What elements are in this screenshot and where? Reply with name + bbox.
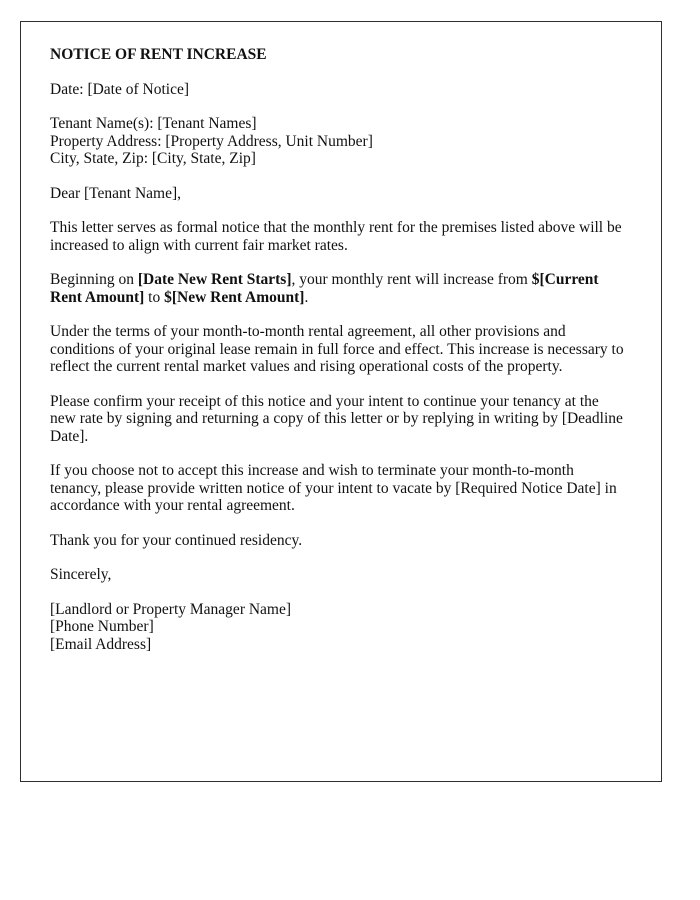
increase-paragraph	[50, 271, 625, 306]
increase-run-1: Beginning on	[50, 271, 138, 288]
landlord-name-line: [Landlord or Property Manager Name]	[50, 600, 292, 618]
phone-number-line: [Phone Number]	[50, 618, 154, 635]
confirm-paragraph: Please confirm your receipt of this notice and your intent to continue your tenancy at the new rate by signing and returning a copy of this letter or by replying in writing by [Deadline Date].	[50, 392, 623, 445]
terminate-paragraph: If you choose not to accept this increase and wish to terminate your month-to-month tenancy, please provide written notice of your intent to vacate by [Required Notice Date] in accordance with your rental agreement.	[50, 462, 617, 514]
current-rent-amount-placeholder: $[Current Rent Amount]	[50, 271, 599, 306]
signature-block	[50, 601, 625, 654]
email-address-line: [Email Address]	[50, 635, 152, 653]
property-address-line: Property Address: [Property Address, Unit Number]	[50, 132, 373, 150]
letter-heading: NOTICE OF RENT INCREASE	[50, 46, 267, 63]
tenant-name-line: Tenant Name(s): [Tenant Names]	[50, 115, 257, 132]
intro-paragraph: This letter serves as formal notice that the monthly rent for the premises listed above will be increased to align with current fair market rates.	[50, 219, 622, 254]
terms-paragraph: Under the terms of your month-to-month rental agreement, all other provisions and conditions of your original lease remain in full force and effect. This increase is necessary to reflect the current rental market values and rising operational costs of the property.	[50, 323, 624, 375]
city-state-zip-line: City, State, Zip: [City, State, Zip]	[50, 150, 256, 167]
increase-run-3: , your monthly rent will increase from	[291, 271, 532, 288]
closing-line: Sincerely,	[50, 566, 112, 583]
new-rent-amount-placeholder: $[New Rent Amount]	[164, 288, 305, 306]
increase-run-7: .	[304, 288, 309, 306]
thanks-paragraph: Thank you for your continued residency.	[50, 531, 303, 549]
date-new-rent-starts-placeholder: [Date New Rent Starts]	[137, 271, 292, 288]
letter-border-box	[20, 21, 662, 782]
recipient-block	[50, 115, 625, 168]
salutation: Dear [Tenant Name],	[50, 184, 182, 202]
date-line: Date: [Date of Notice]	[50, 80, 190, 98]
increase-run-5: to	[144, 288, 165, 306]
